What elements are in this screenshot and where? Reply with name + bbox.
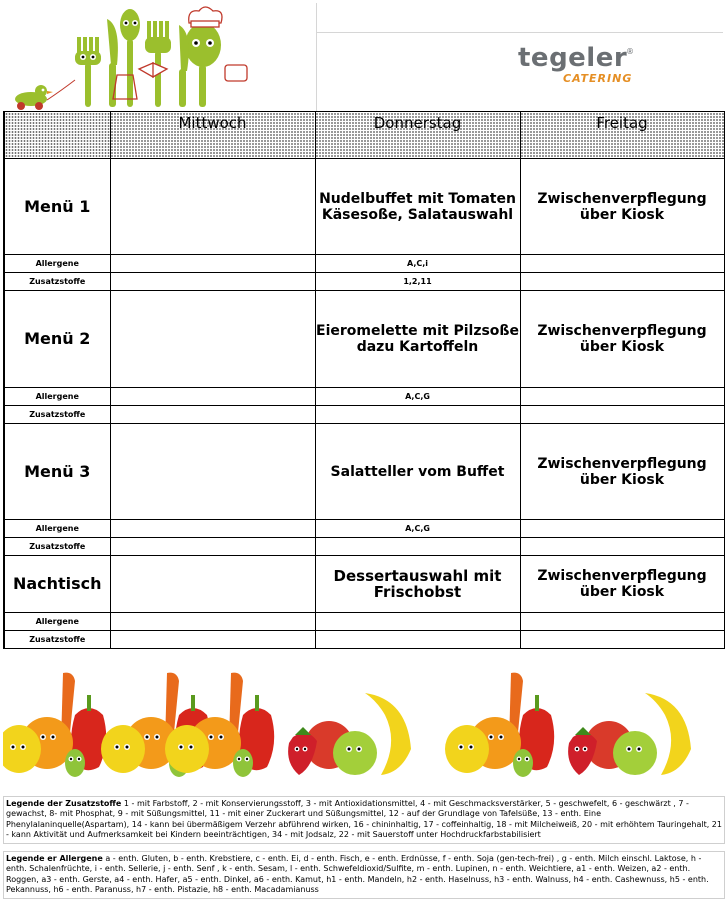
table-row (4, 388, 724, 406)
additive-cell (110, 631, 315, 649)
day-header: Donnerstag (315, 112, 520, 159)
menu-cell: Nudelbuffet mit Tomaten Käsesoße, Salatauswahl (315, 159, 520, 255)
additive-cell (520, 406, 724, 424)
allergen-cell: A,C,G (315, 520, 520, 538)
table-row (4, 538, 724, 556)
menu-cell: Zwischenverpflegung über Kiosk (520, 291, 724, 388)
tegeler-catering-logo (518, 43, 658, 88)
menu-cell (110, 424, 315, 520)
legend-allergens-text: a - enth. Gluten, b - enth. Krebstiere, c - enth. Ei, d - enth. Fisch, e - enth. Erdnüsse, f - enth. Soja (gen-tech-frei) , g - enth. Milch einschl. Laktose, h - enth. Schalenfrüchte, i - enth. Sellerie, j - enth. Senf , k - enth. Sesam, l - enth. Schwefeldioxid/Sulfite, m - enth. Lupinen, n - enth. Weichtiere, a1 - enth. Weizen, a2 - enth. Roggen, a3 - enth. Gerste, a4 - enth. Hafer, a5 - enth. Dinkel, a6 - enth. Kamut, h1 - enth. Mandeln, h2 - enth. Haselnuss, h3 - enth. Walnuss, h4 - enth. Cashewnuss, h5 - enth. Pekannuss, h6 - enth. Paranuss, h7 - enth. Pistazie, h8 - enth. Macadamianuss (6, 854, 709, 895)
allergen-cell (110, 388, 315, 406)
allergen-cell: A,C,i (315, 255, 520, 273)
allergen-cell (110, 255, 315, 273)
cutlery-characters-logo (7, 5, 267, 111)
row-label: Zusatzstoffe (4, 406, 110, 424)
table-row (4, 291, 724, 388)
allergen-cell (520, 520, 724, 538)
menu-cell (110, 291, 315, 388)
row-label: Menü 2 (4, 291, 110, 388)
additive-cell (520, 273, 724, 291)
additive-cell (110, 406, 315, 424)
toy-duck-icon (15, 80, 75, 110)
days-header-row (4, 112, 724, 159)
row-label: Allergene (4, 255, 110, 273)
weekly-menu-table (3, 111, 725, 649)
row-label: Allergene (4, 520, 110, 538)
table-row (4, 159, 724, 255)
additive-cell (315, 631, 520, 649)
row-label: Menü 1 (4, 159, 110, 255)
menu-cell: Zwischenverpflegung über Kiosk (520, 159, 724, 255)
additive-cell (315, 538, 520, 556)
row-label: Allergene (4, 613, 110, 631)
allergen-cell (110, 520, 315, 538)
additive-cell (315, 406, 520, 424)
legend-additives (3, 796, 725, 844)
row-label: Menü 3 (4, 424, 110, 520)
allergen-cell (315, 613, 520, 631)
row-label: Allergene (4, 388, 110, 406)
row-label: Zusatzstoffe (4, 538, 110, 556)
table-row (4, 424, 724, 520)
allergen-cell (520, 255, 724, 273)
day-header: Freitag (520, 112, 724, 159)
brand-subtitle: CATERING (563, 72, 633, 85)
menu-cell: Zwischenverpflegung über Kiosk (520, 424, 724, 520)
additive-cell (520, 631, 724, 649)
brand-name: tegeler (518, 43, 628, 73)
table-row (4, 273, 724, 291)
fruit-characters-illustration (3, 663, 723, 787)
table-row (4, 255, 724, 273)
table-row (4, 520, 724, 538)
additive-cell: 1,2,11 (315, 273, 520, 291)
page-header (3, 3, 723, 111)
table-row (4, 631, 724, 649)
menu-cell: Dessertauswahl mit Frischobst (315, 556, 520, 613)
day-header: Mittwoch (110, 112, 315, 159)
table-row (4, 556, 724, 613)
header-divider-vertical (316, 3, 317, 111)
allergen-cell: A,C,G (315, 388, 520, 406)
row-label: Zusatzstoffe (4, 273, 110, 291)
menu-cell (110, 159, 315, 255)
allergen-cell (110, 613, 315, 631)
additive-cell (110, 538, 315, 556)
row-label: Zusatzstoffe (4, 631, 110, 649)
additive-cell (110, 273, 315, 291)
legend-additives-title: Legende der Zusatzstoffe (6, 799, 122, 808)
menu-cell (110, 556, 315, 613)
legend-additives-text: 1 - mit Farbstoff, 2 - mit Konservierungsstoff, 3 - mit Antioxidationsmittel, 4 - mit Geschmacksverstärker, 5 - geschwefelt, 6 - geschwärzt , 7 - gewachst, 8- mit Phosphat, 9 - mit Süßungsmittel, 11 - mit einer Zuckerart und Süßungsmittel, 12 - auf der Grundlage von Tafelsüße, 13 - enth. Eine Phenylalaninquelle(Aspartam), 14 - kann bei übermäßigem Verzehr abführend wirken, 16 - chininhaltig, 17 - coffeinhaltig, 18 - mit Milcheiweiß, 20 - mit erhöhtem Tauringehalt, 21 - kann Aktivität und Aufmerksamkeit bei Kindern beeinträchtigen, 34 - mit Jodsalz, 22 - mit Sauerstoff unter Hochdruckfarbstabilisiert (6, 799, 722, 840)
legend-allergens-title: Legende er Allergene (6, 854, 103, 863)
corner-cell (4, 112, 110, 159)
legend-allergens (3, 851, 725, 899)
menu-cell: Eieromelette mit Pilzsoße dazu Kartoffeln (315, 291, 520, 388)
brand-registered-mark: ® (626, 47, 634, 56)
row-label: Nachtisch (4, 556, 110, 613)
table-row (4, 613, 724, 631)
allergen-cell (520, 388, 724, 406)
allergen-cell (520, 613, 724, 631)
menu-cell: Salatteller vom Buffet (315, 424, 520, 520)
header-divider-horizontal (316, 32, 723, 33)
menu-cell: Zwischenverpflegung über Kiosk (520, 556, 724, 613)
table-row (4, 406, 724, 424)
additive-cell (520, 538, 724, 556)
